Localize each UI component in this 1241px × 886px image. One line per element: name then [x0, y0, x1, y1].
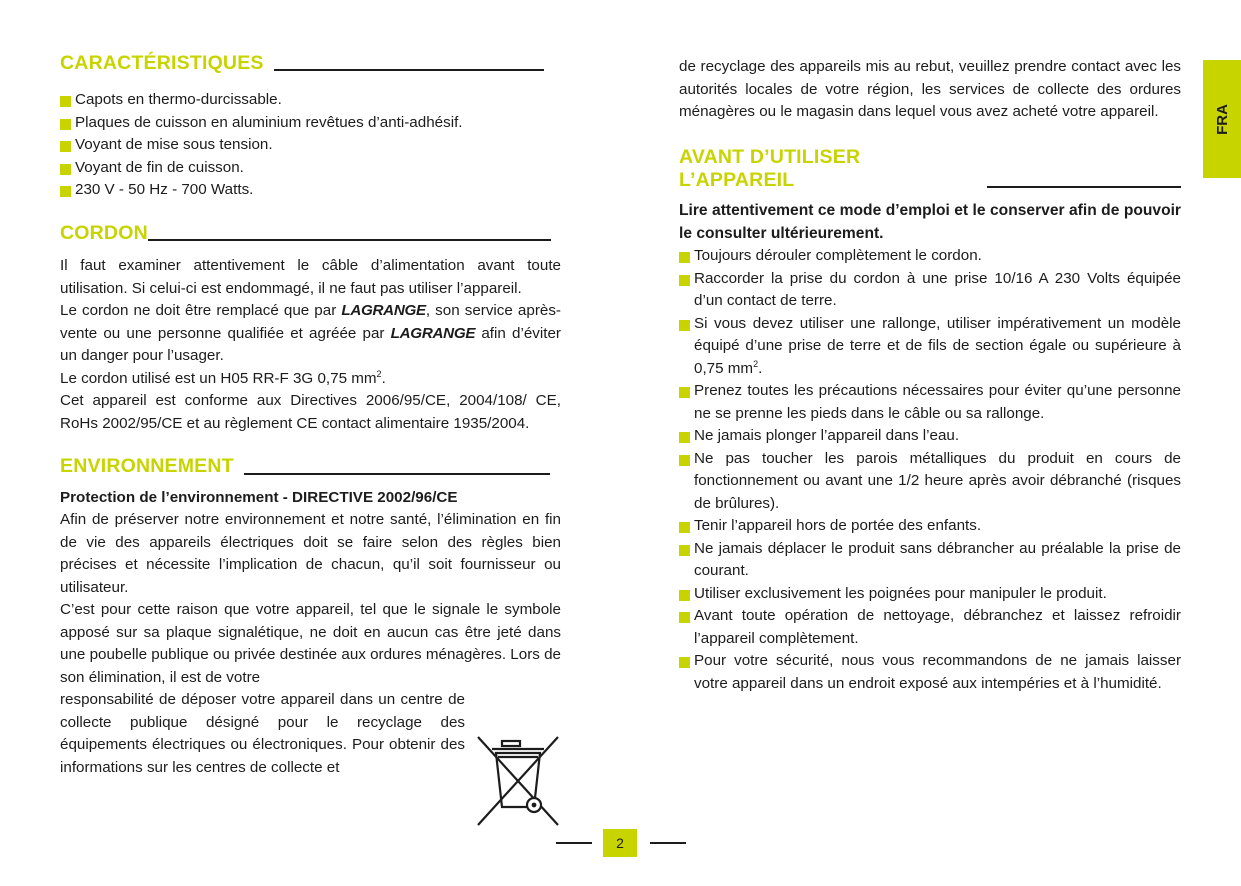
section-heading-avant: [679, 146, 1181, 193]
environnement-paragraph-2-wrap: responsabilité de déposer votre appareil dans un centre de collecte publique désigné pour le recyclage des équipements électriques ou électroniques. Pour obtenir des informations sur les centres de collecte et: [60, 691, 465, 776]
heading-text: AVANT D’UTILISER L’APPAREIL: [679, 145, 861, 191]
list-item: Raccorder la prise du cordon à une prise 10/16 A 230 Volts équipée d’un contact de terre.: [679, 268, 1181, 313]
bullet-square-icon: [60, 141, 71, 152]
avant-list: [679, 245, 1181, 695]
list-item: Voyant de mise sous tension.: [60, 134, 561, 157]
section-heading-caracteristiques: [60, 52, 561, 75]
brand-logo-text: LAGRANGE: [390, 324, 476, 342]
heading-rule: [987, 186, 1181, 188]
bullet-square-icon: [60, 119, 71, 130]
environnement-paragraph-2: C’est pour cette raison que votre appareil, tel que le signale le symbole apposé sur sa plaque signalétique, ne doit en aucun cas être jeté dans une poubelle publique ou privée destinée aux ordures ménagères. Lors de son élimination, il est de votre: [60, 601, 561, 686]
list-item: Utiliser exclusivement les poignées pour manipuler le produit.: [679, 583, 1181, 606]
heading-rule: [244, 473, 550, 475]
list-item: Pour votre sécurité, nous vous recommandons de ne jamais laisser votre appareil dans un endroit exposé aux intempéries et à l’humidité.: [679, 650, 1181, 695]
heading-text: ENVIRONNEMENT: [60, 455, 234, 478]
heading-text: CARACTÉRISTIQUES: [60, 52, 264, 74]
bullet-square-icon: [679, 275, 690, 286]
bullet-square-icon: [679, 432, 690, 443]
environnement-paragraph-1: Afin de préserver notre environnement et notre santé, l’élimination en fin de vie des appareils électriques doit se faire selon des règles bien précises et nécessite l’implication de chacun, qu’il soit fournisseur ou utilisateur.: [60, 511, 561, 596]
page-number-rule-right: [650, 842, 686, 844]
avant-intro: Lire attentivement ce mode d’emploi et le conserver afin de pouvoir le consulter ultérieurement.: [679, 202, 1181, 242]
brand-logo-text: LAGRANGE: [341, 302, 426, 320]
bullet-square-icon: [60, 164, 71, 175]
page-number-rule-left: [556, 842, 592, 844]
heading-rule: [274, 69, 544, 71]
list-item: 230 V - 50 Hz - 700 Watts.: [60, 179, 561, 202]
list-item: Plaques de cuisson en aluminium revêtues d’anti-adhésif.: [60, 112, 561, 135]
bullet-square-icon: [60, 96, 71, 107]
heading-text: CORDON: [60, 221, 148, 244]
bullet-square-icon: [679, 252, 690, 263]
list-item: Voyant de fin de cuisson.: [60, 157, 561, 180]
bullet-square-icon: [679, 612, 690, 623]
list-item: Ne pas toucher les parois métalliques du produit en cours de fonctionnement ou avant une 1/2 heure après avoir débranché (risques de brûlures).: [679, 448, 1181, 516]
cordon-paragraph-2: Le cordon ne doit être remplacé que par LAGRANGE, son service après-vente ou une personne qualifiée et agréée par LAGRANGE afin d’éviter un danger pour l’usager.: [60, 302, 561, 365]
language-tab: [1203, 60, 1241, 178]
heading-rule: [148, 239, 551, 241]
list-item: Avant toute opération de nettoyage, débranchez et laissez refroidir l’appareil complètement.: [679, 605, 1181, 650]
crossed-bin-icon: [474, 735, 562, 827]
list-item: Capots en thermo-durcissable.: [60, 89, 561, 112]
section-heading-environnement: [60, 455, 561, 478]
list-item: Tenir l’appareil hors de portée des enfants.: [679, 515, 1181, 538]
left-column: [60, 52, 561, 779]
bullet-square-icon: [679, 455, 690, 466]
bullet-square-icon: [679, 522, 690, 533]
list-item: Ne jamais plonger l’appareil dans l’eau.: [679, 425, 1181, 448]
language-tab-label: FRA: [1213, 103, 1231, 135]
right-column: [679, 56, 1181, 695]
bullet-square-icon: [679, 657, 690, 668]
list-item: Ne jamais déplacer le produit sans débrancher au préalable la prise de courant.: [679, 538, 1181, 583]
bullet-square-icon: [679, 320, 690, 331]
page-number: 2: [603, 829, 637, 857]
bullet-square-icon: [679, 545, 690, 556]
cordon-paragraph-3: Le cordon utilisé est un H05 RR-F 3G 0,75 $mm^2$.: [60, 368, 386, 387]
bullet-square-icon: [679, 590, 690, 601]
list-item: Prenez toutes les précautions nécessaires pour éviter qu’une personne ne se prenne les pieds dans le câble ou sa rallonge.: [679, 380, 1181, 425]
section-heading-cordon: [60, 222, 561, 245]
bullet-square-icon: [679, 387, 690, 398]
cordon-paragraph-4: Cet appareil est conforme aux Directives 2006/95/CE, 2004/108/ CE, RoHs 2002/95/CE et au règlement CE contact alimentaire 1935/2004.: [60, 392, 561, 432]
list-item: Si vous devez utiliser une rallonge, utiliser impérativement un modèle équipé d’une prise de terre et de fils de section égale ou supérieure à 0,75 $mm^2$.: [679, 313, 1181, 381]
caracteristiques-list: [60, 89, 561, 202]
environnement-subtitle: Protection de l’environnement - DIRECTIVE 2002/96/CE: [60, 488, 458, 506]
environnement-paragraph-2-continued: de recyclage des appareils mis au rebut, veuillez prendre contact avec les autorités locales de votre région, les services de collecte des ordures ménagères ou le magasin dans lequel vous avez acheté votre appareil.: [679, 58, 1181, 120]
bullet-square-icon: [60, 186, 71, 197]
list-item: Toujours dérouler complètement le cordon.: [679, 245, 1181, 268]
cordon-paragraph-1: Il faut examiner attentivement le câble d’alimentation avant toute utilisation. Si celui-ci est endommagé, il ne faut pas utiliser l’appareil.: [60, 257, 561, 297]
